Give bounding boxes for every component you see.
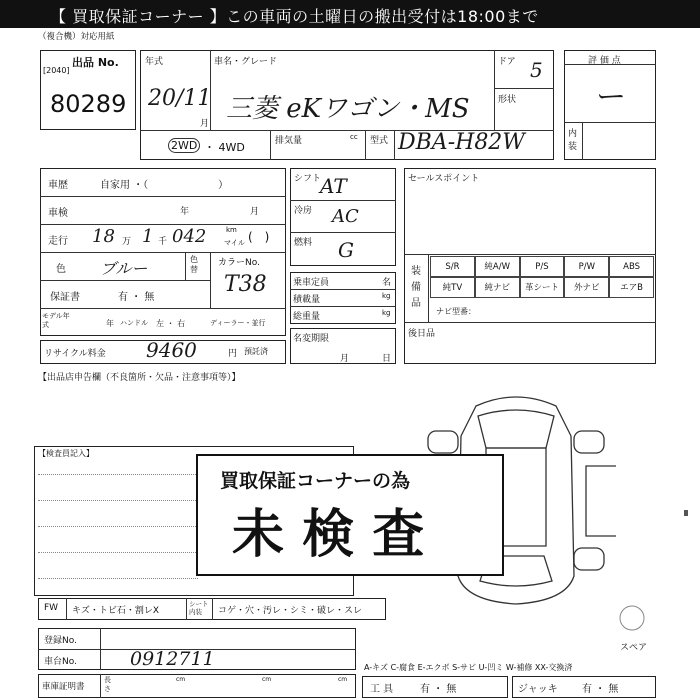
cert-label: 車庫証明書: [42, 682, 85, 692]
warranty-label: 保証書: [50, 292, 80, 303]
gross-unit: kg: [382, 309, 391, 317]
spare-tire-icon: [618, 604, 646, 632]
km-bracket: ( ): [248, 230, 270, 244]
interior-label: 内装: [568, 129, 578, 152]
fw-label: FW: [44, 603, 59, 613]
sales-label: セールスポイント: [408, 174, 480, 184]
handle-value: 左 ・ 右: [156, 319, 186, 328]
subheader: （複合機）対応用紙: [38, 32, 115, 42]
lot-label: 出品 No.: [72, 56, 119, 69]
shaken-month: 月: [250, 207, 260, 217]
after-label: 後日品: [408, 329, 436, 339]
km-unit: km: [226, 226, 237, 234]
inspector-label: 【検査員記入】: [38, 449, 94, 458]
model-year-y: 年: [106, 319, 114, 328]
door-value: 5: [530, 58, 543, 82]
warranty-value: 有 ・ 無: [118, 292, 155, 303]
month-mark: 月: [200, 119, 210, 129]
car-value: 三菱 eKワゴン・MS: [226, 94, 470, 124]
dealer-label: ディーラー・並行: [210, 319, 266, 327]
recycle-value: 9460: [146, 338, 197, 362]
equipment-item: S/R: [430, 256, 475, 277]
color-no-label: カラーNo.: [218, 258, 260, 268]
model-value: DBA-H82W: [398, 130, 525, 155]
cooler-label: 冷房: [294, 206, 313, 216]
equipment-item: P/W: [564, 256, 609, 277]
capacity-unit: 名: [382, 278, 392, 288]
equipment-item: 外ナビ: [564, 277, 609, 298]
seat-text: コゲ・穴・汚レ・シミ・破レ・スレ: [218, 606, 363, 616]
equipment-grid: [430, 256, 654, 298]
color-change: 色替: [190, 255, 198, 274]
chassis-label: 車台No.: [44, 657, 77, 667]
model-year-label: モデル年式: [42, 312, 70, 329]
model-label: 型式: [370, 136, 389, 146]
shift-value: AT: [320, 174, 347, 198]
mileage-value: 042: [172, 226, 207, 247]
eval-label: 評 価 点: [588, 56, 621, 66]
fuel-label: 燃料: [294, 238, 313, 248]
mileage-sen: 千: [158, 237, 168, 247]
equip-label: 装備品: [411, 266, 421, 309]
jack-value: 有 ・ 無: [582, 684, 619, 695]
cc-unit: cc: [350, 133, 358, 141]
cooler-value: AC: [332, 206, 359, 227]
keijo-label: 形状: [498, 95, 517, 105]
fw-text: キズ・トビ石・割レX: [72, 606, 159, 616]
reg-label: 登録No.: [44, 636, 77, 646]
lot-stamp: [2040]: [43, 66, 70, 75]
shaken-year: 年: [180, 207, 190, 217]
navi-label: ナビ型番：: [436, 307, 476, 316]
nenshiki-value: 20/11: [148, 86, 212, 111]
shift-label: シフト: [294, 174, 322, 184]
handle-label: ハンドル: [120, 319, 148, 327]
lot-number: 80289: [50, 90, 127, 118]
spare-label: スペア: [620, 643, 648, 653]
color-label: 色: [56, 264, 66, 275]
shaken-label: 車検: [48, 208, 68, 219]
chassis-value: 0912711: [130, 648, 215, 670]
equipment-item: 純TV: [430, 277, 475, 298]
equipment-item: 革シート: [520, 277, 565, 298]
equipment-item: 純ナビ: [475, 277, 520, 298]
drive-4wd: ・ 4WD: [204, 141, 245, 154]
door-label: ドア: [498, 57, 516, 67]
eval-value: ー: [596, 80, 626, 115]
color-value: ブルー: [100, 259, 148, 278]
cert-cm3: cm: [338, 676, 348, 683]
mileage-sen-value: 1: [142, 226, 154, 247]
tools-label: 工 具: [370, 684, 394, 695]
drive-2wd: 2WD: [168, 138, 200, 153]
color-no-value: T38: [224, 272, 267, 297]
stamp-line1: 買取保証コーナーの為: [220, 470, 411, 492]
stamp-line2: 未 検 査: [232, 505, 425, 565]
report-label: 【出品店申告欄（不良箇所・欠品・注意事項等）】: [38, 373, 241, 383]
mile-unit: マイル: [224, 239, 245, 247]
tools-value: 有 ・ 無: [420, 684, 457, 695]
rekishi-value: 自家用 ・（ ）: [100, 180, 229, 191]
equipment-item: 純A/W: [475, 256, 520, 277]
meihen-label: 名変期限: [293, 334, 330, 344]
nenshiki-label: 年式: [145, 57, 164, 67]
scroll-marker: [684, 510, 688, 516]
gross-label: 総重量: [293, 312, 321, 322]
capacity-label: 乗車定員: [293, 278, 330, 288]
equipment-item: P/S: [520, 256, 565, 277]
cert-box: [38, 674, 356, 698]
mileage-man: 万: [122, 237, 132, 247]
mileage-label: 走行: [48, 236, 68, 247]
load-unit: kg: [382, 292, 391, 300]
cert-length: 長さ: [104, 676, 111, 693]
jack-label: ジャッキ: [518, 684, 558, 695]
displacement-label: 排気量: [275, 136, 303, 146]
cert-cm1: cm: [176, 676, 186, 683]
seat-label: シート内装: [189, 600, 209, 616]
mileage-man-value: 18: [92, 226, 115, 247]
yen-unit: 円: [228, 349, 238, 359]
load-label: 積載量: [293, 295, 321, 305]
equipment-item: エアB: [609, 277, 654, 298]
recycle-label: リサイクル料金: [44, 349, 106, 359]
fuel-value: G: [338, 238, 354, 262]
rekishi-label: 車歴: [48, 180, 68, 191]
meihen-month: 月: [340, 354, 350, 364]
meihen-day: 日: [382, 354, 392, 364]
cert-cm2: cm: [262, 676, 272, 683]
damage-legend: A-キズ C-腐食 E-エクボ S-サビ U-凹ミ W-補修 XX-交換済: [364, 663, 573, 672]
yotaku: 預託済: [244, 347, 268, 356]
car-label: 車名・グレード: [214, 57, 278, 67]
banner-text: 【 買取保証コーナー 】この車両の土曜日の搬出受付は18:00まで: [50, 7, 539, 26]
equipment-item: ABS: [609, 256, 654, 277]
